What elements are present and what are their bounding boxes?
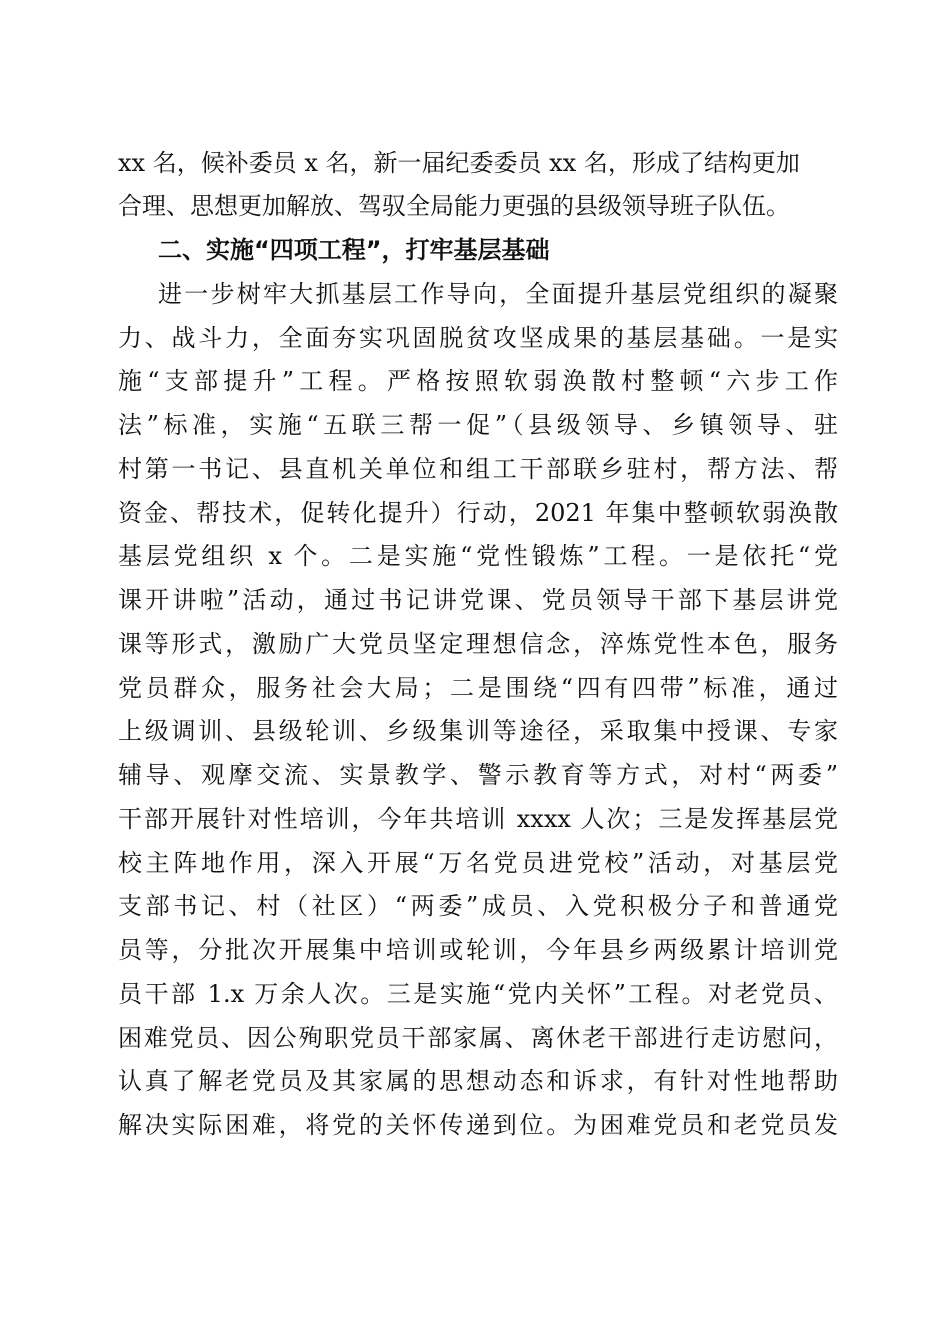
section-heading: 二、实施“四项工程”，打牢基层基础 bbox=[158, 236, 550, 264]
paragraph-first-line: 进一步树牢大抓基层工作导向，全面提升基层党组织的凝聚 bbox=[158, 280, 838, 308]
text-line: 困难党员、因公殉职党员干部家属、离休老干部进行走访慰问， bbox=[118, 1024, 838, 1052]
text-line: 基层党组织 x 个。二是实施“党性锻炼”工程。一是依托“党 bbox=[118, 542, 838, 570]
text-line: 辅导、观摩交流、实景教学、警示教育等方式，对村“两委” bbox=[118, 761, 838, 789]
text-line: 法”标准，实施“五联三帮一促”（县级领导、乡镇领导、驻 bbox=[118, 411, 838, 439]
text-line: 课等形式，激励广大党员坚定理想信念，淬炼党性本色，服务 bbox=[118, 630, 838, 658]
text-line: 认真了解老党员及其家属的思想动态和诉求，有针对性地帮助 bbox=[118, 1067, 838, 1095]
text-line: 校主阵地作用，深入开展“万名党员进党校”活动，对基层党 bbox=[118, 849, 838, 877]
text-line: 员等，分批次开展集中培训或轮训，今年县乡两级累计培训党 bbox=[118, 936, 838, 964]
text-line: xx 名，候补委员 x 名，新一届纪委委员 xx 名，形成了结构更加 bbox=[118, 149, 800, 177]
text-line: 施“支部提升”工程。严格按照软弱涣散村整顿“六步工作 bbox=[118, 367, 838, 395]
text-line: 力、战斗力，全面夯实巩固脱贫攻坚成果的基层基础。一是实 bbox=[118, 324, 838, 352]
text-line: 解决实际困难，将党的关怀传递到位。为困难党员和老党员发 bbox=[118, 1111, 838, 1139]
text-line: 上级调训、县级轮训、乡级集训等途径，采取集中授课、专家 bbox=[118, 717, 838, 745]
text-line: 党员群众，服务社会大局；二是围绕“四有四带”标准，通过 bbox=[118, 674, 838, 702]
text-line: 支部书记、村（社区）“两委”成员、入党积极分子和普通党 bbox=[118, 892, 838, 920]
text-line: 资金、帮技术，促转化提升）行动，2021 年集中整顿软弱涣散 bbox=[118, 499, 838, 527]
text-line: 课开讲啦”活动，通过书记讲党课、党员领导干部下基层讲党 bbox=[118, 586, 838, 614]
text-line: 干部开展针对性培训，今年共培训 xxxx 人次；三是发挥基层党 bbox=[118, 805, 838, 833]
text-line: 村第一书记、县直机关单位和组工干部联乡驻村，帮方法、帮 bbox=[118, 455, 838, 483]
text-line: 员干部 1.x 万余人次。三是实施“党内关怀”工程。对老党员、 bbox=[118, 980, 838, 1008]
text-line: 合理、思想更加解放、驾驭全局能力更强的县级领导班子队伍。 bbox=[118, 192, 790, 220]
